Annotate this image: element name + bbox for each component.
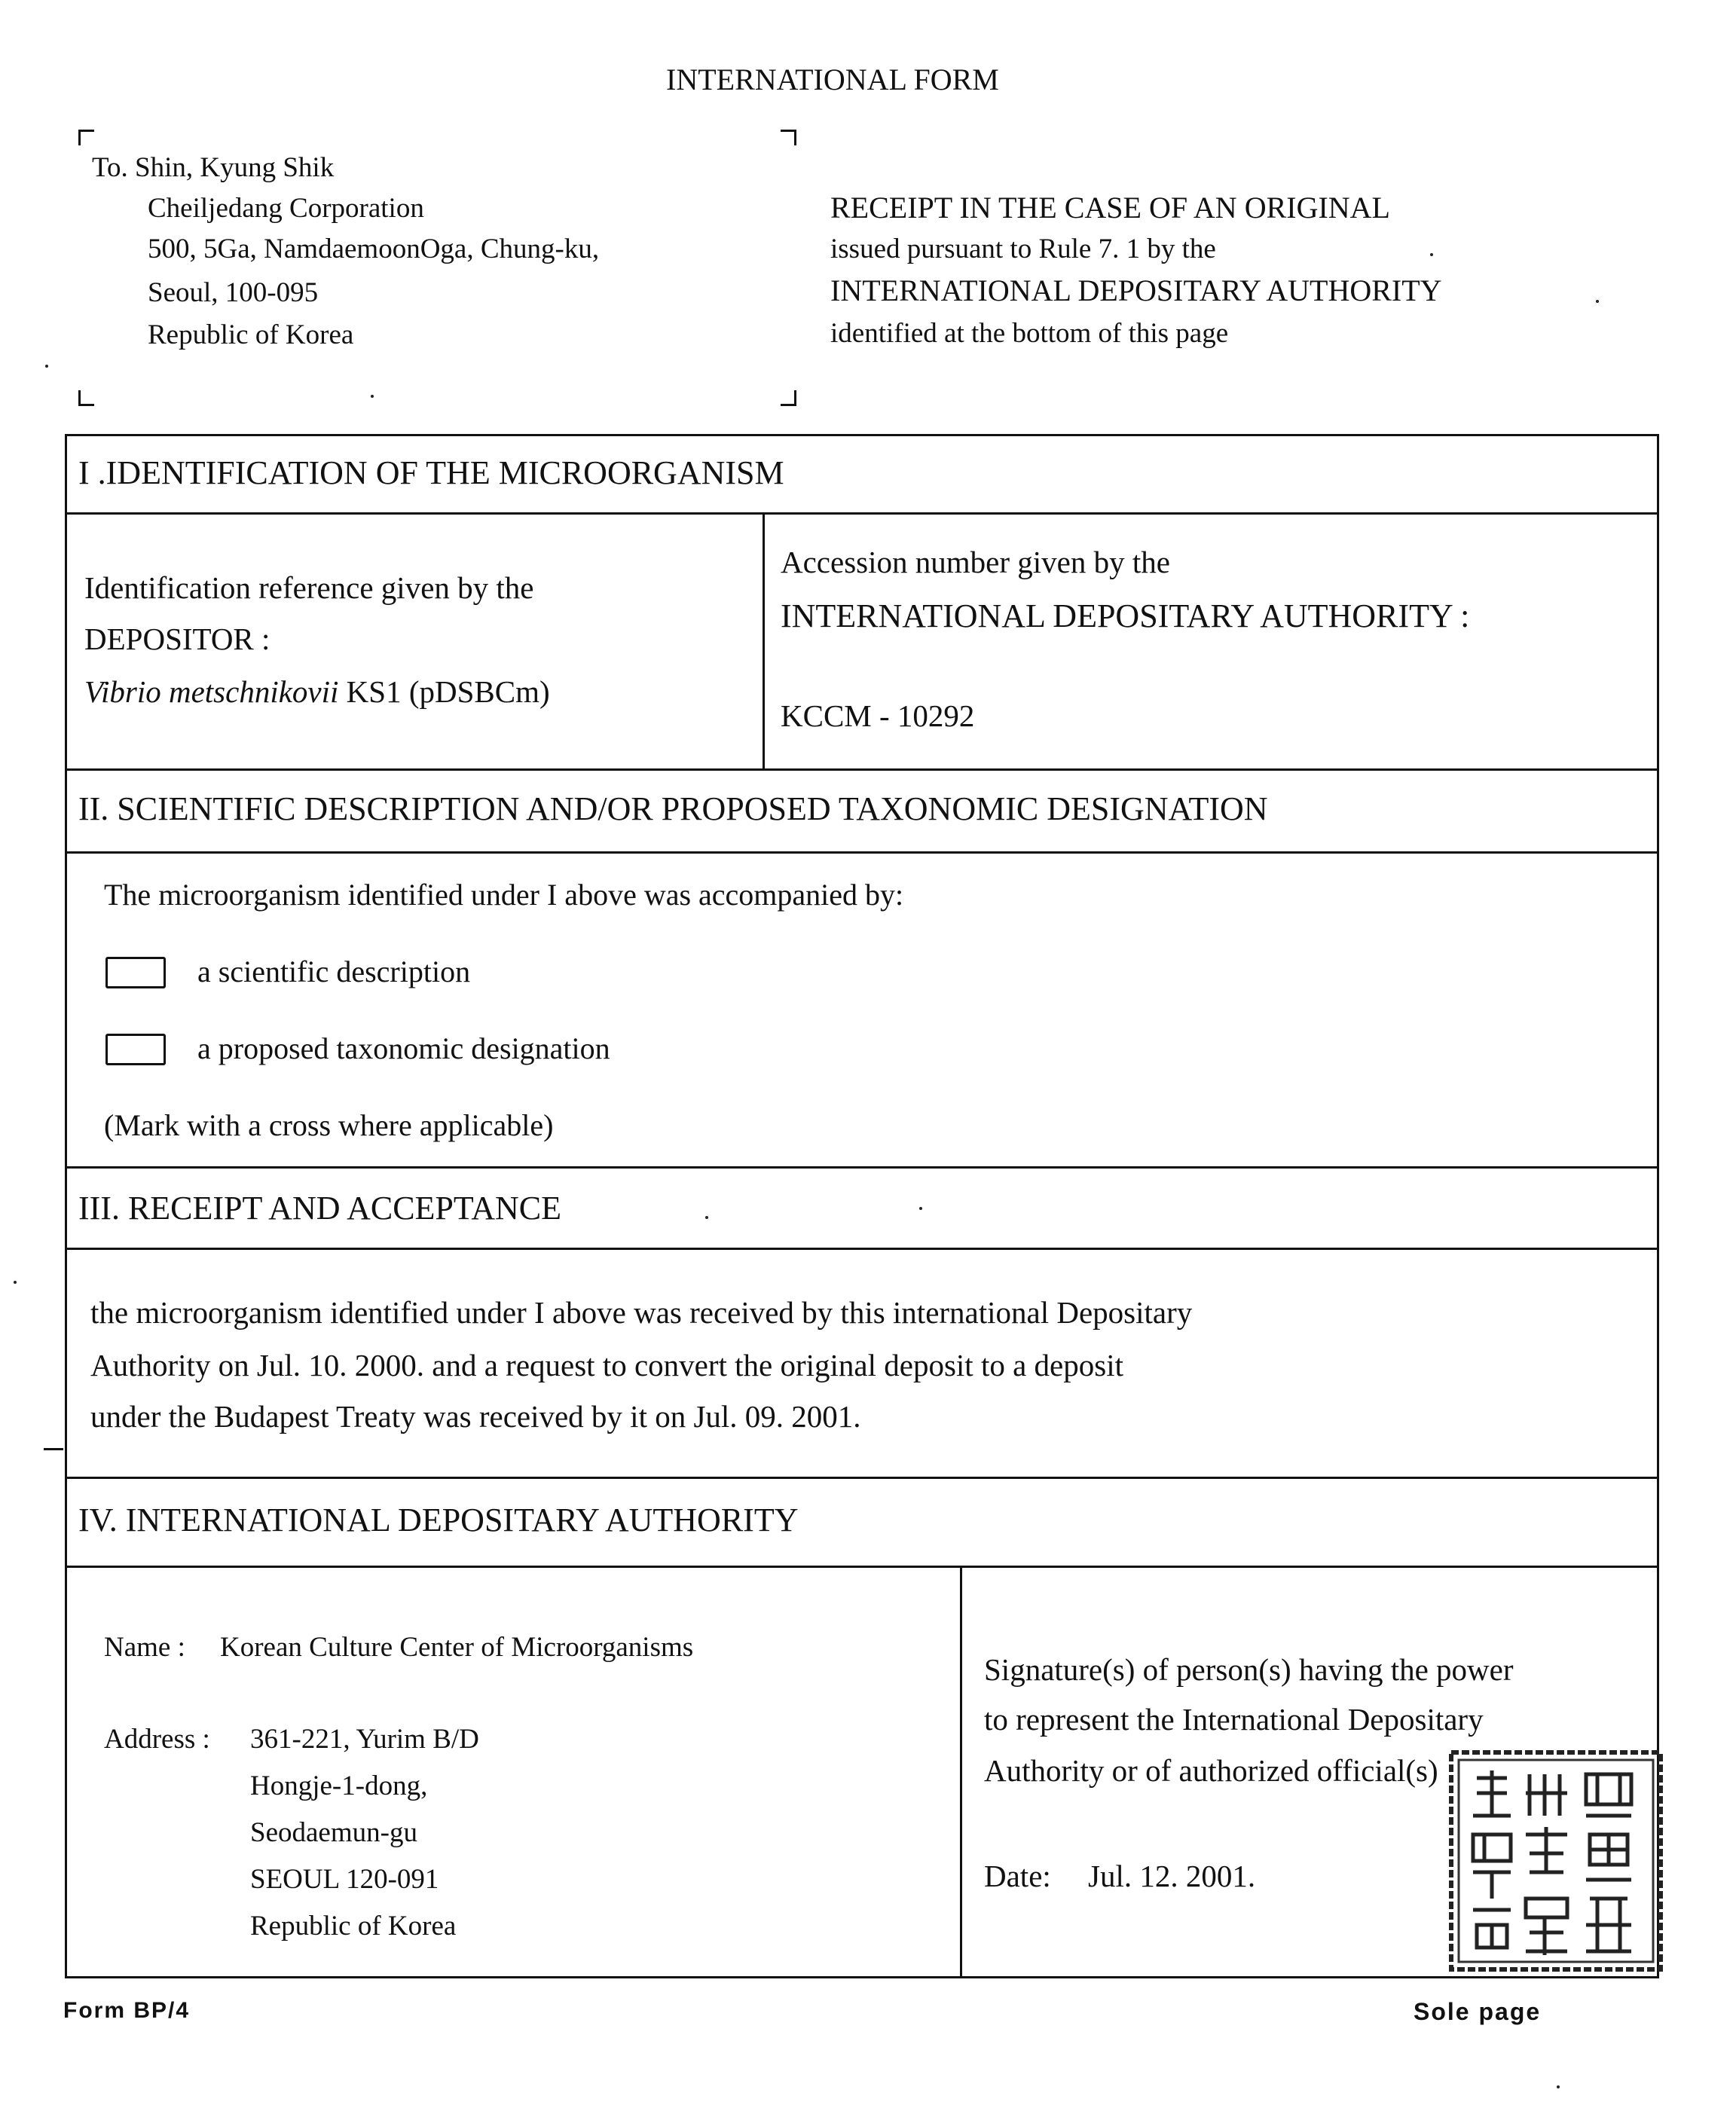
- date-value: Jul. 12. 2001.: [1088, 1859, 1256, 1893]
- form-title: INTERNATIONAL FORM: [666, 63, 999, 96]
- receipt-text-line: Authority on Jul. 10. 2000. and a request to convert the original deposit to a deposit: [90, 1348, 1123, 1382]
- addressee-line: Cheiljedang Corporation: [148, 193, 424, 224]
- table-divider: [65, 1566, 1659, 1568]
- table-border-top: [65, 434, 1659, 436]
- signature-text-line: to represent the International Depositary: [984, 1702, 1484, 1737]
- scan-speck: [1557, 2085, 1560, 2088]
- table-divider: [65, 1477, 1659, 1479]
- address-line: Hongje-1-dong,: [250, 1770, 428, 1801]
- address-corner-bottom-right: [781, 390, 796, 406]
- addressee-line: 500, 5Ga, NamdaemoonOga, Chung-ku,: [148, 234, 600, 264]
- page-note: Sole page: [1414, 1998, 1542, 2025]
- table-divider: [65, 851, 1659, 854]
- receipt-note-line: issued pursuant to Rule 7. 1 by the: [830, 234, 1216, 264]
- form-code: Form BP/4: [63, 1998, 191, 2023]
- address-corner-top-left: [78, 130, 94, 145]
- receipt-note-line: identified at the bottom of this page: [830, 318, 1229, 349]
- accession-number-value: KCCM - 10292: [781, 698, 975, 733]
- scan-mark: [44, 1448, 63, 1450]
- accompanied-by-intro: The microorganism identified under I above was accompanied by:: [104, 878, 904, 912]
- table-divider: [65, 768, 1659, 771]
- receipt-note-line: INTERNATIONAL DEPOSITARY AUTHORITY: [830, 273, 1442, 307]
- table-divider: [65, 1248, 1659, 1250]
- table-divider: [960, 1566, 962, 1978]
- address-line: SEOUL 120-091: [250, 1864, 439, 1895]
- depositor-label: DEPOSITOR :: [84, 622, 270, 656]
- scan-speck: [705, 1216, 708, 1219]
- table-divider: [763, 512, 765, 770]
- identification-reference-label: Identification reference given by the: [84, 570, 534, 605]
- mark-instruction: (Mark with a cross where applicable): [104, 1108, 554, 1142]
- table-border-bottom: [65, 1976, 1659, 1978]
- scan-speck: [371, 395, 374, 398]
- scan-speck: [1596, 300, 1599, 303]
- table-border-left: [65, 434, 67, 1978]
- organism-name: Vibrio metschnikovii: [84, 674, 339, 709]
- address-line: Republic of Korea: [250, 1911, 457, 1942]
- scan-speck: [1430, 253, 1433, 256]
- official-seal-stamp: [1447, 1748, 1665, 1974]
- scientific-description-checkbox[interactable]: [105, 957, 166, 988]
- organism-identification: [84, 674, 550, 709]
- receipt-text-line: the microorganism identified under I above was received by this international Depositary: [90, 1295, 1193, 1330]
- addressee-line: To. Shin, Kyung Shik: [92, 152, 335, 183]
- authority-label: INTERNATIONAL DEPOSITARY AUTHORITY :: [781, 597, 1470, 634]
- address-corner-bottom-left: [78, 390, 94, 406]
- table-border-right: [1657, 434, 1659, 1978]
- date-label: Date:: [984, 1859, 1051, 1893]
- scan-speck: [919, 1207, 922, 1210]
- addressee-line: Seoul, 100-095: [148, 277, 319, 308]
- accession-number-label: Accession number given by the: [781, 545, 1170, 579]
- scientific-description-label: a scientific description: [197, 955, 471, 988]
- organism-strain: KS1 (pDSBCm): [338, 674, 550, 709]
- section-4-heading: IV. INTERNATIONAL DEPOSITARY AUTHORITY: [78, 1502, 799, 1538]
- scan-speck: [14, 1281, 17, 1284]
- section-3-heading: III. RECEIPT AND ACCEPTANCE: [78, 1190, 562, 1227]
- section-1-heading: I .IDENTIFICATION OF THE MICROORGANISM: [78, 454, 784, 491]
- addressee-line: Republic of Korea: [148, 319, 354, 350]
- scan-speck: [45, 365, 48, 368]
- address-corner-top-right: [781, 130, 796, 145]
- receipt-note-line: RECEIPT IN THE CASE OF AN ORIGINAL: [830, 191, 1390, 225]
- signature-text-line: Authority or of authorized official(s): [984, 1753, 1438, 1788]
- taxonomic-designation-checkbox[interactable]: [105, 1034, 166, 1065]
- table-divider: [65, 512, 1659, 515]
- receipt-text-line: under the Budapest Treaty was received by it on Jul. 09. 2001.: [90, 1399, 861, 1434]
- section-2-heading: II. SCIENTIFIC DESCRIPTION AND/OR PROPOSED TAXONOMIC DESIGNATION: [78, 790, 1268, 827]
- authority-address-label: Address :: [104, 1724, 210, 1755]
- signature-text-line: Signature(s) of person(s) having the power: [984, 1652, 1514, 1687]
- taxonomic-designation-label: a proposed taxonomic designation: [197, 1031, 610, 1065]
- address-line: Seodaemun-gu: [250, 1817, 417, 1848]
- table-divider: [65, 1166, 1659, 1169]
- address-line: 361-221, Yurim B/D: [250, 1724, 479, 1755]
- authority-name-label: Name :: [104, 1632, 185, 1663]
- authority-name-value: Korean Culture Center of Microorganisms: [220, 1632, 694, 1663]
